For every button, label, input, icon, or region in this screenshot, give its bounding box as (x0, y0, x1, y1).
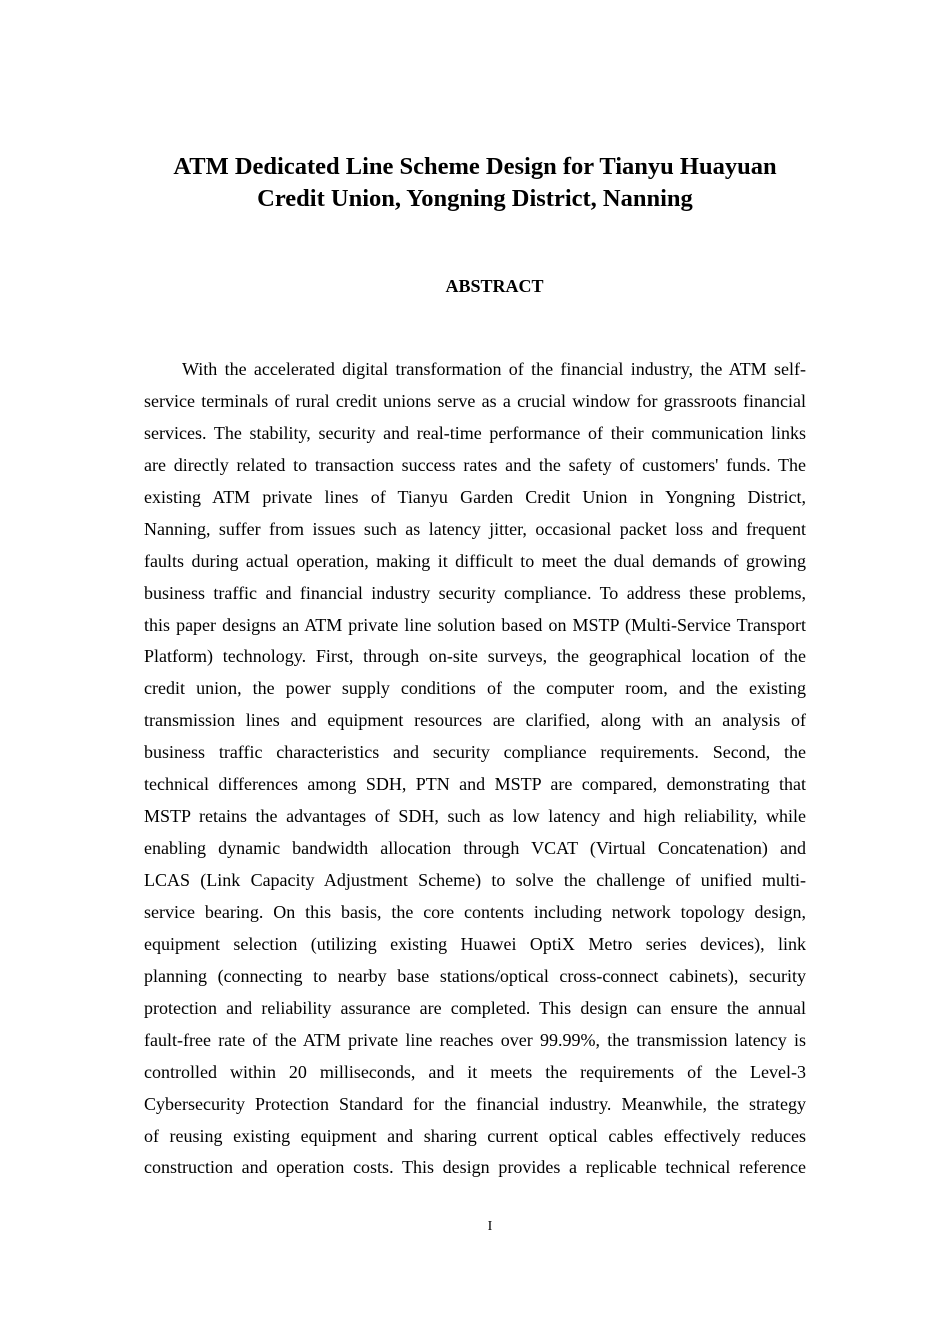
abstract-line: transmission lines and equipment resources are clarified, along with an analysis of (144, 710, 806, 731)
abstract-line: With the accelerated digital transformation of the financial industry, the ATM self- (182, 359, 806, 379)
document-title (120, 151, 830, 215)
abstract-line: business traffic characteristics and security compliance requirements. Second, the (144, 742, 806, 763)
abstract-line: Platform) technology. First, through on-site surveys, the geographical location of the (144, 646, 806, 667)
abstract-line: controlled within 20 milliseconds, and it meets the requirements of the Level-3 (144, 1061, 806, 1082)
abstract-line: are directly related to transaction success rates and the safety of customers' funds. The (144, 454, 806, 475)
abstract-line: protection and reliability assurance are completed. This design can ensure the annual (144, 997, 806, 1018)
abstract-line: services. The stability, security and real-time performance of their communication links (144, 422, 806, 443)
abstract-heading: ABSTRACT (445, 276, 544, 296)
abstract-line: service bearing. On this basis, the core contents including network topology design, (144, 901, 806, 922)
abstract-line: LCAS (Link Capacity Adjustment Scheme) to solve the challenge of unified multi- (144, 870, 806, 890)
abstract-line: business traffic and financial industry security compliance. To address these problems, (144, 582, 806, 603)
title-line-1: ATM Dedicated Line Scheme Design for Tianyu Huayuan (173, 153, 777, 180)
abstract-line: planning (connecting to nearby base stations/optical cross-connect cabinets), security (144, 965, 806, 986)
abstract-line: service terminals of rural credit unions serve as a crucial window for grassroots financial (144, 390, 806, 411)
abstract-line: enabling dynamic bandwidth allocation through VCAT (Virtual Concatenation) and (144, 838, 806, 859)
abstract-line: construction and operation costs. This design provides a replicable technical reference (144, 1157, 806, 1178)
abstract-line: faults during actual operation, making it difficult to meet the dual demands of growing (144, 550, 806, 571)
abstract-body (144, 354, 806, 1184)
abstract-line: equipment selection (utilizing existing Huawei OptiX Metro series devices), link (144, 933, 806, 954)
page-number: I (487, 1219, 493, 1234)
abstract-line: existing ATM private lines of Tianyu Garden Credit Union in Yongning District, (144, 486, 806, 507)
abstract-line: this paper designs an ATM private line solution based on MSTP (Multi-Service Transport (144, 614, 806, 635)
abstract-line: MSTP retains the advantages of SDH, such as low latency and high reliability, while (144, 806, 806, 827)
abstract-line: credit union, the power supply conditions of the computer room, and the existing (144, 678, 806, 699)
abstract-line: of reusing existing equipment and sharing current optical cables effectively reduces (144, 1125, 806, 1146)
abstract-line: technical differences among SDH, PTN and MSTP are compared, demonstrating that (144, 774, 806, 795)
abstract-line: Nanning, suffer from issues such as latency jitter, occasional packet loss and frequent (144, 518, 806, 539)
abstract-line: fault-free rate of the ATM private line reaches over 99.99%, the transmission latency is (144, 1029, 806, 1050)
title-line-2: Credit Union, Yongning District, Nanning (257, 185, 693, 212)
abstract-line: Cybersecurity Protection Standard for the financial industry. Meanwhile, the strategy (144, 1093, 806, 1114)
